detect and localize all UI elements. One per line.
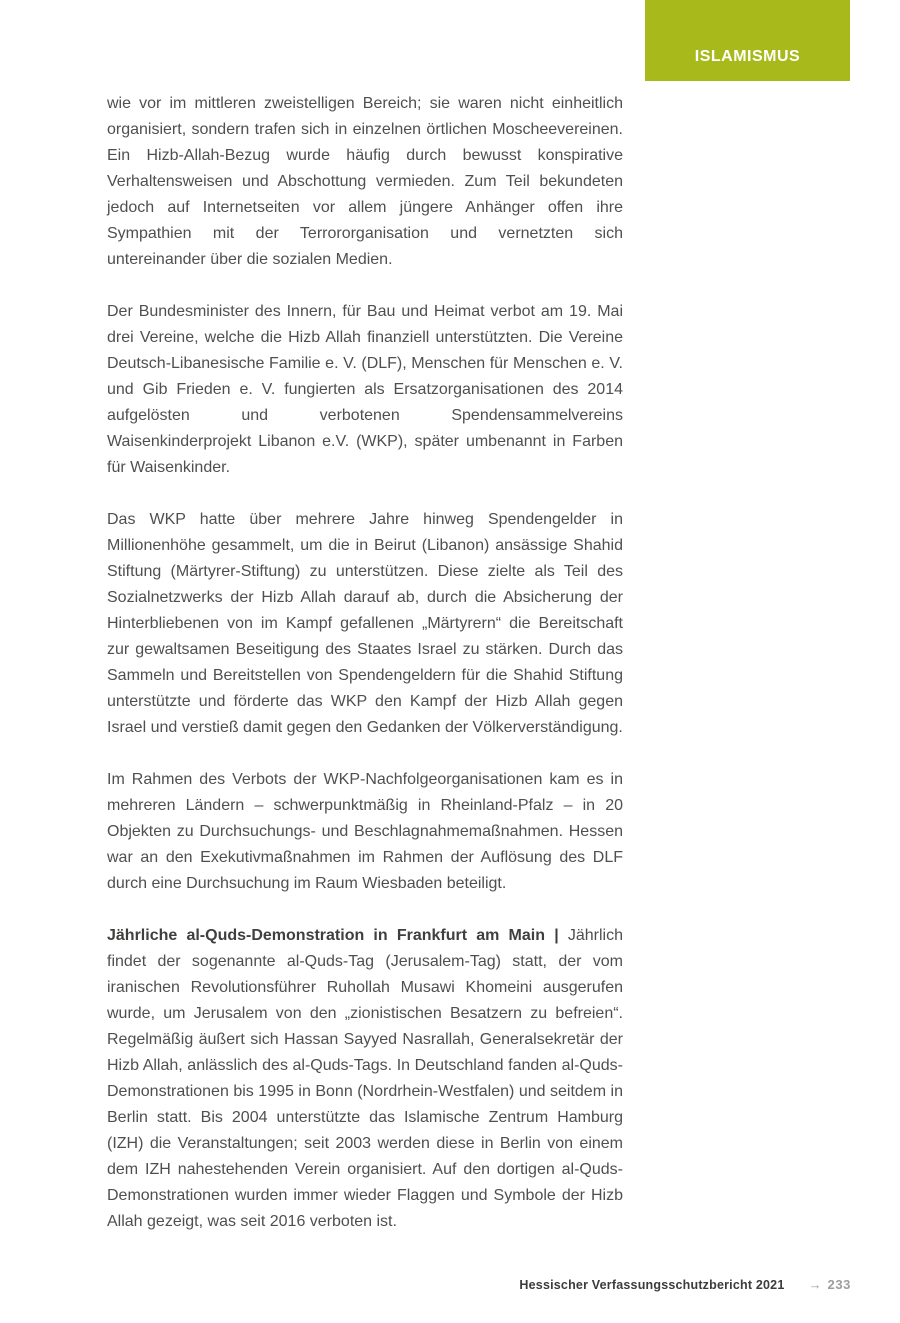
paragraph: wie vor im mittleren zweistelligen Bereich; sie waren nicht einheitlich organisiert, sondern trafen sich in einzelnen örtlichen Moscheevereinen. Ein Hizb-Allah-Bezug wurde häufig durch bewusst konspirative Verhaltensweisen und Abschottung vermieden. Zum Teil bekundeten jedoch auf Internetseiten vor allem jüngere Anhänger offen ihre Sympathien mit der Terrororganisation und vernetzten sich untereinander über die sozialen Medien. bbox=[107, 95, 623, 268]
footer-report-title: Hessischer Verfassungsschutzbericht 2021 bbox=[519, 1278, 785, 1292]
page-footer bbox=[519, 1277, 851, 1292]
paragraph: Im Rahmen des Verbots der WKP-Nachfolgeorganisationen kam es in mehreren Ländern – schwerpunktmäßig in Rheinland-Pfalz – in 20 Objekten zu Durchsuchungs- und Beschlagnahmemaßnahmen. Hessen war an den Exekutivmaßnahmen im Rahmen der Auflösung des DLF durch eine Durchsuchung im Raum Wiesbaden beteiligt. bbox=[107, 771, 623, 892]
chapter-tab bbox=[645, 0, 850, 81]
arrow-right-icon: → bbox=[808, 1277, 822, 1292]
paragraph: Das WKP hatte über mehrere Jahre hinweg Spendengelder in Millionenhöhe gesammelt, um die in Beirut (Libanon) ansässige Shahid Stiftung (Märtyrer-Stiftung) zu unterstützen. Diese zielte als Teil des Sozialnetzwerks der Hizb Allah darauf ab, durch die Absicherung der Hinterbliebenen von im Kampf gefallenen „Märtyrern“ die Bereitschaft zur gewaltsamen Beseitigung des Staates Israel zu stärken. Durch das Sammeln und Bereitstellen von Spendengeldern für die Shahid Stiftung unterstützte und förderte das WKP den Kampf der Hizb Allah gegen Israel und verstieß damit gegen den Gedanken der Völkerverständigung. bbox=[107, 511, 623, 736]
body-text bbox=[107, 91, 623, 1261]
chapter-tab-label: ISLAMISMUS bbox=[694, 48, 801, 65]
paragraph-bold-lead: Jährliche al-Quds-Demonstration in Frankfurt am Main | bbox=[107, 927, 568, 944]
paragraph: Der Bundesminister des Innern, für Bau und Heimat verbot am 19. Mai drei Vereine, welche die Hizb Allah finanziell unterstützten. Die Vereine Deutsch-Libanesische Familie e. V. (DLF), Menschen für Menschen e. V. und Gib Frieden e. V. fungierten als Ersatzorganisationen des 2014 aufgelösten und verbotenen Spendensammelvereins Waisenkinderprojekt Libanon e.V. (WKP), später umbenannt in Farben für Waisenkinder. bbox=[107, 303, 623, 476]
paragraph: Jährliche al-Quds-Demonstration in Frankfurt am Main | Jährlich findet der sogenannte al-Quds-Tag (Jerusalem-Tag) statt, der vom iranischen Revolutionsführer Ruhollah Musawi Khomeini ausgerufen wurde, um Jerusalem von den „zionistischen Besatzern zu befreien“. Regelmäßig äußert sich Hassan Sayyed Nasrallah, Generalsekretär der Hizb Allah, anlässlich des al-Quds-Tags. In Deutschland fanden al-Quds-Demonstrationen bis 1995 in Bonn (Nordrhein-Westfalen) und seitdem in Berlin statt. Bis 2004 unterstützte das Islamische Zentrum Hamburg (IZH) die Veranstaltungen; seit 2003 werden diese in Berlin von einem dem IZH nahestehenden Verein organisiert. Auf den dortigen al-Quds-Demonstrationen wurden immer wieder Flaggen und Symbole der Hizb Allah gezeigt, was seit 2016 verboten ist. bbox=[107, 927, 623, 1230]
footer-page-number: 233 bbox=[827, 1277, 851, 1292]
